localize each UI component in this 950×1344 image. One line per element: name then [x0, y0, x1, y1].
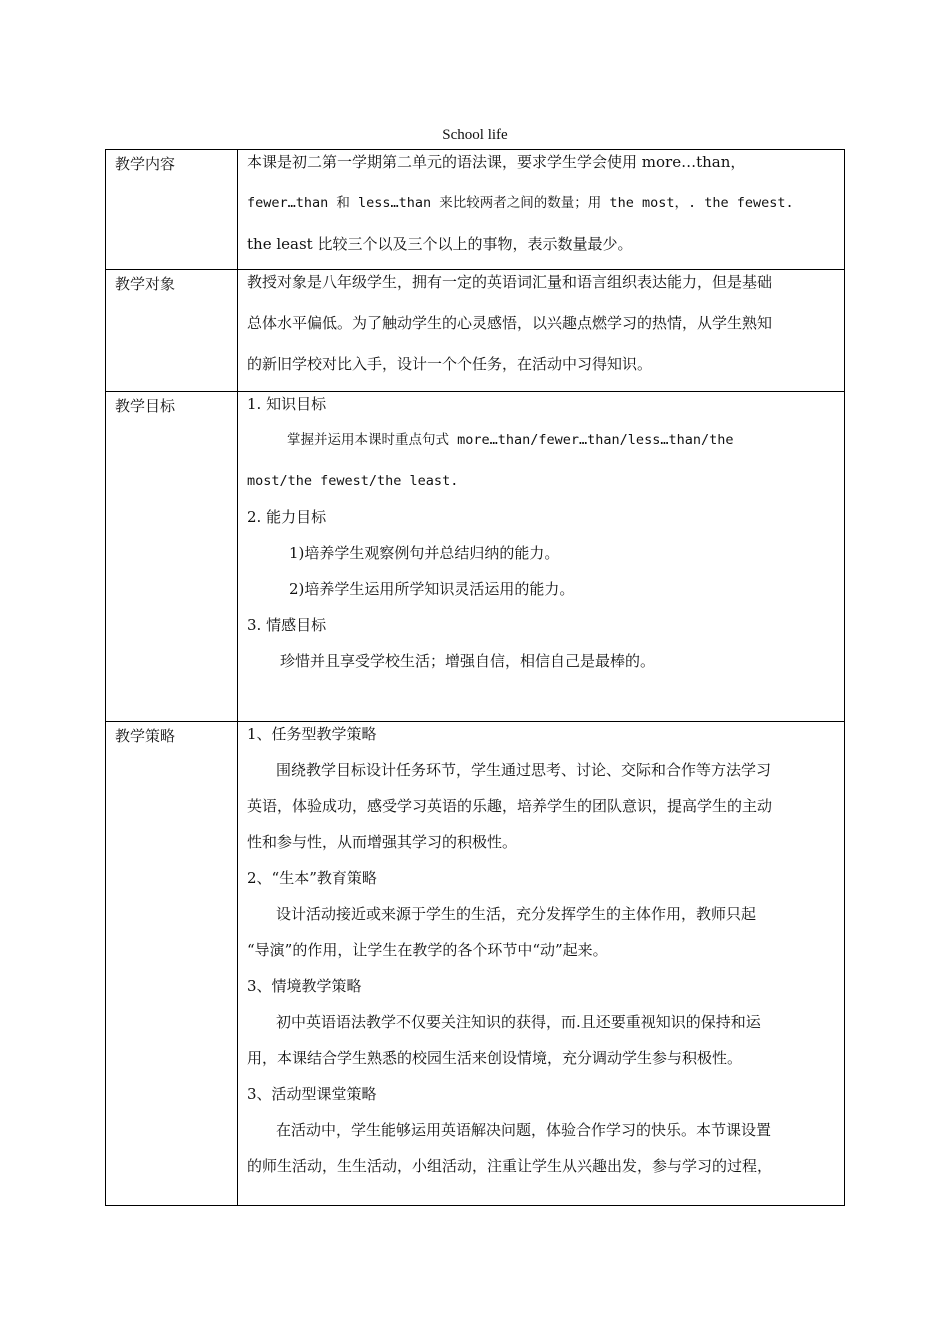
row-body-cell: [238, 150, 845, 270]
text-line: 在活动中，学生能够运用英语解决问题，体验合作学习的快乐。本节课设置: [276, 1121, 772, 1139]
row-header-cell: [106, 270, 238, 392]
row-header: 教学对象: [115, 275, 176, 293]
row-header: 教学内容: [115, 155, 176, 173]
text-line: 3、活动型课堂策略: [247, 1085, 377, 1103]
row-body-cell: [238, 722, 845, 1206]
row-body-cell: [238, 392, 845, 722]
text-line: fewer…than 和 less…than 来比较两者之间的数量；用 the most，. the fewest.: [247, 195, 794, 211]
table-row-content: [106, 150, 845, 270]
text-line: 1)培养学生观察例句并总结归纳的能力。: [289, 544, 560, 562]
text-line: 的师生活动，生生活动，小组活动，注重让学生从兴趣出发，参与学习的过程，: [247, 1157, 773, 1175]
text-line: 掌握并运用本课时重点句式 more…than/fewer…than/less…than/the: [287, 432, 734, 448]
text-line: 2. 能力目标: [247, 508, 327, 526]
text-line: 用，本课结合学生熟悉的校园生活来创设情境，充分调动学生参与积极性。: [247, 1049, 743, 1067]
text-line: 设计活动接近或来源于学生的生活，充分发挥学生的主体作用，教师只起: [276, 905, 757, 923]
text-line: 性和参与性，从而增强其学习的积极性。: [247, 833, 518, 851]
text-line: 1. 知识目标: [247, 395, 327, 413]
text-line: 英语，体验成功，感受学习英语的乐趣，培养学生的团队意识，提高学生的主动: [247, 797, 773, 815]
document-title: School life: [442, 127, 508, 143]
text-line: 围绕教学目标设计任务环节，学生通过思考、讨论、交际和合作等方法学习: [276, 761, 772, 779]
text-line: the least 比较三个以及三个以上的事物，表示数量最少。: [247, 235, 633, 253]
text-line: 2)培养学生运用所学知识灵活运用的能力。: [289, 580, 575, 598]
row-header-cell: [106, 722, 238, 1206]
table-row-strategies: [106, 722, 845, 1206]
text-line: 的新旧学校对比入手，设计一个个任务，在活动中习得知识。: [247, 355, 653, 373]
table-row-objectives: [106, 392, 845, 722]
row-header: 教学策略: [115, 727, 176, 745]
text-line: most/the fewest/the least.: [247, 473, 459, 489]
row-body-cell: [238, 270, 845, 392]
text-line: 初中英语语法教学不仅要关注知识的获得，而.且还要重视知识的保持和运: [276, 1013, 761, 1031]
text-line: 教授对象是八年级学生，拥有一定的英语词汇量和语言组织表达能力，但是基础: [247, 273, 773, 291]
lesson-plan-table: [105, 149, 845, 1206]
text-line: 3. 情感目标: [247, 616, 327, 634]
text-line: 本课是初二第一学期第二单元的语法课，要求学生学会使用 more…than，: [247, 153, 746, 171]
text-line: 2、“生本”教育策略: [247, 869, 377, 887]
row-header: 教学目标: [115, 397, 176, 415]
text-line: 总体水平偏低。为了触动学生的心灵感悟，以兴趣点燃学习的热情，从学生熟知: [247, 314, 773, 332]
row-header-cell: [106, 150, 238, 270]
text-line: 3、情境教学策略: [247, 977, 362, 995]
text-line: “导演”的作用，让学生在教学的各个环节中“动”起来。: [247, 941, 608, 959]
row-header-cell: [106, 392, 238, 722]
text-line: 珍惜并且享受学校生活；增强自信，相信自己是最棒的。: [280, 652, 656, 670]
table-row-audience: [106, 270, 845, 392]
text-line: 1、任务型教学策略: [247, 725, 377, 743]
